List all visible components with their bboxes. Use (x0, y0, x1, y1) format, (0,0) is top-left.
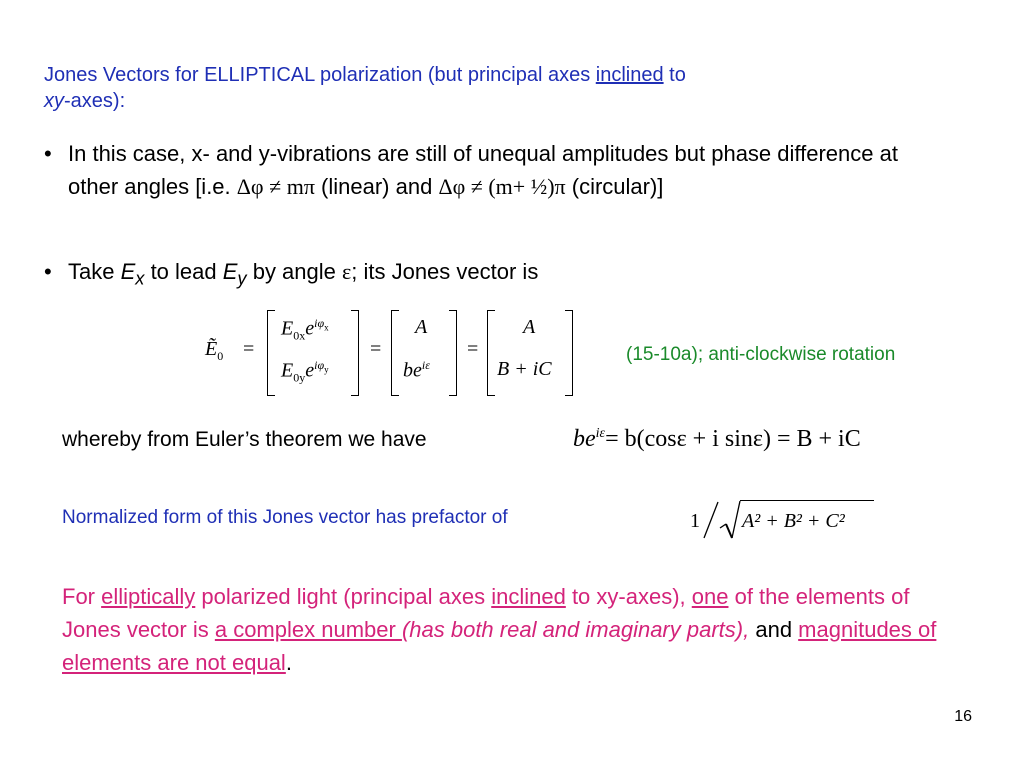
conclusion-text: and (749, 617, 799, 642)
normalization-prefactor (690, 498, 880, 542)
title-text: Jones Vectors for ELLIPTICAL polarization (but principal axes (44, 64, 596, 86)
bullet-1-text (68, 137, 918, 203)
bullet-2-part-d: ; its Jones vector is (351, 259, 539, 284)
matrix-3-row-2: B + iC (497, 358, 552, 380)
page-number: 16 (954, 708, 972, 725)
equals-sign: = (467, 338, 479, 360)
title-text-to: to (663, 64, 686, 86)
e0-tilde: Ẽ$_0$ (205, 338, 224, 363)
equals-sign: = (370, 338, 382, 360)
conclusion-text: of the elements of Jones vector is (62, 584, 910, 642)
bullet-1-part-b: (linear) and (314, 174, 439, 199)
matrix-1-row-1: $E_{0x}e^{i\varphi_x}$ (281, 316, 329, 343)
bullet-1-part-c: (circular)] (565, 174, 664, 199)
slide-title (44, 62, 944, 114)
bullet-2-sub-x: x (135, 267, 145, 289)
matrix-1-row-2: $E_{0y}e^{i\varphi_y}$ (281, 358, 329, 385)
euler-text: whereby from Euler’s theorem we have (62, 428, 427, 451)
bullet-2-sub-y: y (237, 267, 247, 289)
conclusion-underline: elliptically (101, 584, 196, 609)
conclusion-paragraph (62, 580, 972, 679)
bullet-dot: • (44, 259, 52, 284)
matrix-1-right-bracket (351, 310, 359, 396)
norm-slash-radical (702, 498, 742, 542)
bullet-2-text (68, 255, 948, 294)
title-inclined: inclined (595, 64, 664, 86)
euler-equation: $be^{i\varepsilon}= b(\cos\varepsilon + i$ sinε) = B + iC (573, 426, 861, 452)
conclusion-underline: magnitudes of elements are not equal (62, 617, 937, 675)
title-xy: xy (44, 90, 64, 112)
bullet-2-E: E (120, 259, 136, 284)
equals-sign: = (243, 338, 255, 360)
radical-bar (740, 500, 874, 501)
equation-label: (15-10a); anti-clockwise rotation (626, 344, 896, 365)
bullet-dot: • (44, 141, 52, 166)
norm-radicand: A² + B² + C² (742, 510, 845, 532)
conclusion-text: to xy-axes), (565, 584, 692, 609)
bullet-1-math-circular: Δφ ≠ (m+ ½)π (438, 174, 566, 199)
conclusion-text: For (62, 584, 102, 609)
conclusion-underline: a complex number (214, 617, 402, 642)
bullet-2-epsilon: ε (342, 259, 352, 284)
norm-one: 1 (690, 510, 700, 532)
conclusion-text: polarized light (principal axes (195, 584, 492, 609)
bullet-1-math-linear: Δφ ≠ mπ (236, 174, 315, 199)
bullet-1-part-a: In this case, x- and y-vibrations are still of unequal amplitudes but phase difference at other angles [i.e. (68, 141, 898, 199)
jones-vector-equation (205, 308, 605, 398)
matrix-2-right-bracket (449, 310, 457, 396)
matrix-2-row-2: $be^{i\varepsilon}$ (403, 358, 430, 382)
matrix-2-left-bracket (391, 310, 399, 396)
normalized-text: Normalized form of this Jones vector has prefactor of (62, 507, 508, 528)
matrix-2-row-1: A (415, 316, 428, 338)
conclusion-underline: inclined (491, 584, 566, 609)
matrix-3-row-1: A (523, 316, 536, 338)
matrix-3-left-bracket (487, 310, 495, 396)
matrix-1-left-bracket (267, 310, 275, 396)
conclusion-period: . (285, 650, 292, 675)
bullet-2-part-b: to lead (144, 259, 223, 284)
title-axes: -axes): (64, 90, 126, 112)
matrix-3-right-bracket (565, 310, 573, 396)
bullet-2-E: E (222, 259, 238, 284)
bullet-2-part-a: Take (68, 259, 121, 284)
conclusion-italic: (has both real and imaginary parts), (401, 617, 750, 642)
conclusion-underline: one (691, 584, 729, 609)
bullet-2-part-c: by angle (246, 259, 342, 284)
